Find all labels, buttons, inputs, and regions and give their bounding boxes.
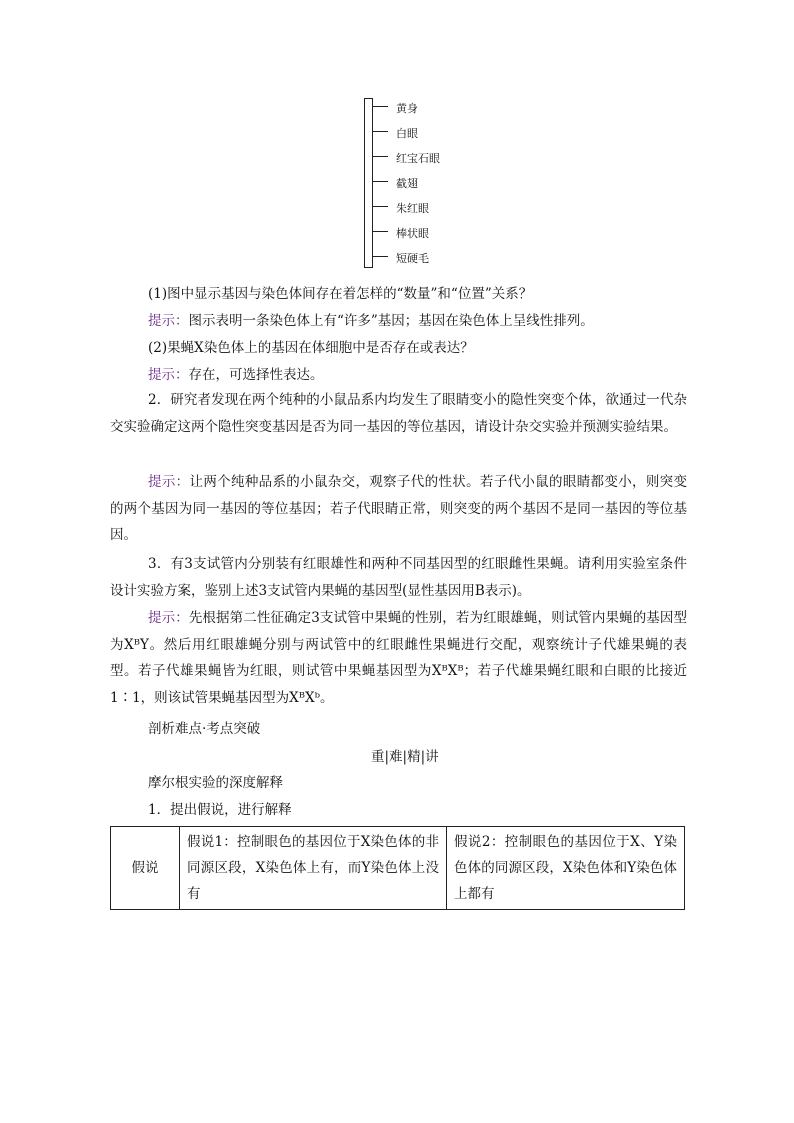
gene-tick [373, 256, 388, 257]
hint-text: 图示表明一条染色体上有“许多”基因；基因在染色体上呈线性排列。 [188, 313, 594, 329]
center-title: 重|难|精|讲 [371, 749, 439, 765]
problem-2: 2．研究者发现在两个纯种的小鼠品系内均发生了眼睛变小的隐性突变个体，欲通过一代杂交实验确定这两个隐性突变基因是否为同一基因的等位基因，请设计杂交实验并预测实验结果。 [110, 392, 687, 435]
gene-label: 黄身 [396, 102, 418, 115]
hint-label: 提示： [148, 474, 190, 490]
hypothesis-table [110, 826, 685, 910]
answer-problem-3 [110, 605, 687, 711]
gene-tick [373, 231, 388, 232]
problem-3: 3．有3支试管内分别装有红眼雄性和两种不同基因型的红眼雌性果蝇。请利用实验室条件设计实验方案，鉴别上述3支试管内果蝇的基因型(显性基因用B表示)。 [110, 556, 687, 599]
hypothesis-1-cell: 假说1：控制眼色的基因位于X染色体的非同源区段，X染色体上有，而Y染色体上没有 [180, 827, 447, 910]
hint-text: 先根据第二性征确定3支试管中果蝇的性别，若为红眼雄蝇，则试管内果蝇的基因型为XᴮY。然后用红眼雄蝇分别与两试管中的红眼雌性果蝇进行交配，观察统计子代雄果蝇的表型。若子代雄果蝇皆为红眼，则试管中果蝇基因型为XᴮXᴮ；若子代雄果蝇红眼和白眼的比接近1∶1，则该试管果蝇基因型为XᴮXᵇ。 [110, 610, 688, 706]
question-2: (2)果蝇X染色体上的基因在体细胞中是否存在或表达？ [148, 340, 474, 356]
topic-heading: 摩尔根实验的深度解释 [148, 775, 283, 791]
gene-tick [373, 106, 388, 107]
section-heading: 剖析难点·考点突破 [148, 721, 261, 737]
hint-text: 存在，可选择性表达。 [188, 367, 324, 383]
answer-1 [148, 311, 594, 331]
gene-label: 短硬毛 [396, 252, 429, 265]
hint-label: 提示： [148, 610, 189, 626]
hint-label: 提示： [148, 367, 189, 383]
gene-tick [373, 131, 388, 132]
gene-tick [373, 206, 388, 207]
table-row [111, 827, 685, 910]
gene-label: 截翅 [396, 177, 418, 190]
answer-2 [148, 365, 324, 385]
gene-tick [373, 181, 388, 182]
gene-label: 红宝石眼 [396, 152, 440, 165]
table-header-cell: 假说 [111, 827, 180, 910]
gene-label: 棒状眼 [396, 227, 429, 240]
hint-label: 提示： [148, 313, 189, 329]
chromosome-bar [364, 98, 373, 268]
gene-label: 朱红眼 [396, 202, 429, 215]
question-1: (1)图中显示基因与染色体间存在着怎样的“数量”和“位置”关系？ [148, 286, 533, 302]
answer-problem-2 [110, 469, 687, 549]
gene-tick [373, 156, 388, 157]
hypothesis-2-cell: 假说2：控制眼色的基因位于X、Y染色体的同源区段，X染色体和Y染色体上都有 [447, 827, 685, 910]
hint-text: 让两个纯种品系的小鼠杂交，观察子代的性状。若子代小鼠的眼睛都变小，则突变的两个基因为同一基因的等位基因；若子代眼睛正常，则突变的两个基因不是同一基因的等位基因。 [110, 474, 688, 543]
gene-label: 白眼 [396, 127, 418, 140]
step-heading: 1．提出假说，进行解释 [148, 802, 292, 818]
